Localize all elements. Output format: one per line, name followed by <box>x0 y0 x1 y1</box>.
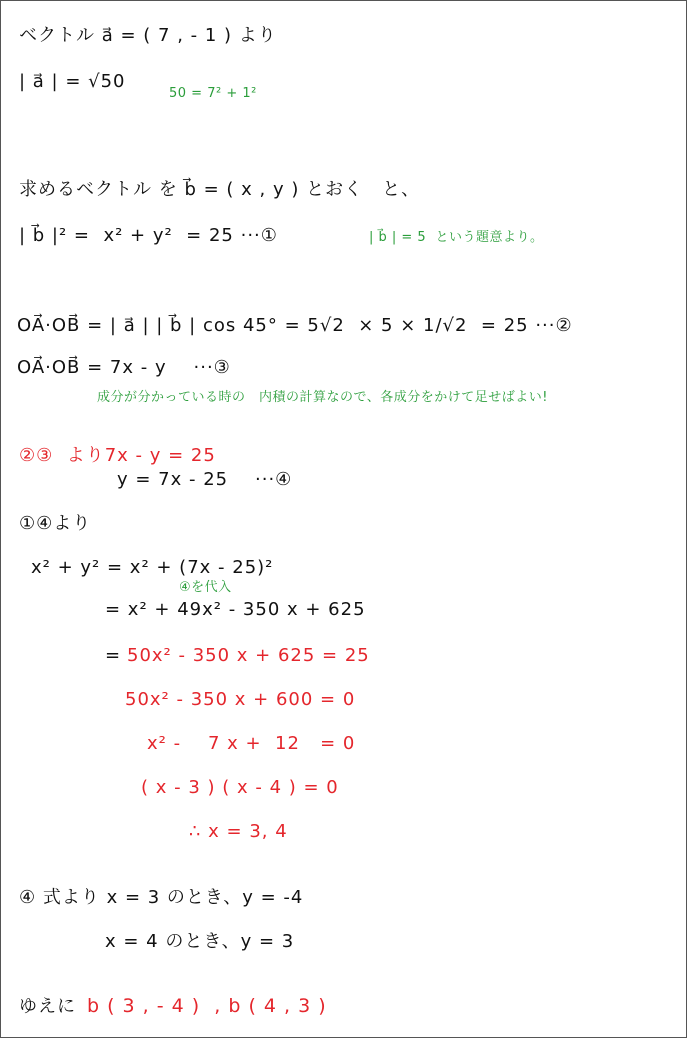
equation-2: OA⃗·OB⃗ = | a⃗ | | b⃗ | cos 45° = 5√2 × 5 × 1/√2 = 25 ···② <box>17 315 573 336</box>
magnitude-a: | a⃗ | = √50 <box>19 71 126 92</box>
equation-3: OA⃗·OB⃗ = 7x - y ···③ <box>17 357 231 378</box>
case-x-3: ④ 式より x = 3 のとき、y = -4 <box>19 887 304 908</box>
vector-a-definition: ベクトル a⃗ = ( 7 , - 1 ) より <box>19 25 277 46</box>
combine-2-3: ②③ より7x - y = 25 <box>19 445 216 466</box>
simplify-equals: = <box>105 645 122 666</box>
substitution-line: x² + y² = x² + (7x - 25)² <box>31 557 274 578</box>
expansion-line: = x² + 49x² - 350 x + 625 <box>105 599 366 620</box>
equation-4: y = 7x - 25 ···④ <box>117 469 293 490</box>
equation-1: | b⃗ |² = x² + y² = 25 ···① <box>19 225 278 246</box>
note-dot-product: 成分が分かっている時の 内積の計算なので、各成分をかけて足せばよい! <box>97 390 548 405</box>
simplify-line: 50x² - 350 x + 625 = 25 <box>127 645 370 666</box>
vector-b-definition: 求めるベクトル を b⃗ = ( x , y ) とおく と、 <box>19 179 421 200</box>
final-answer: b ( 3 , - 4 ) , b ( 4 , 3 ) <box>87 995 327 1017</box>
note-substitute-4: ④を代入 <box>179 580 232 595</box>
note-magnitude-b: | b⃗ | = 5 という題意より。 <box>369 230 544 245</box>
factored-form: ( x - 3 ) ( x - 4 ) = 0 <box>141 777 339 798</box>
note-50-decomposition: 50 = 7² + 1² <box>169 86 257 101</box>
quadratic-reduced: x² - 7 x + 12 = 0 <box>147 733 356 754</box>
conclusion-label: ゆえに <box>19 996 76 1017</box>
combine-1-4: ①④より <box>19 513 92 534</box>
quadratic-600: 50x² - 350 x + 600 = 0 <box>125 689 356 710</box>
roots: ∴ x = 3, 4 <box>189 821 288 842</box>
case-x-4: x = 4 のとき、y = 3 <box>105 931 295 952</box>
